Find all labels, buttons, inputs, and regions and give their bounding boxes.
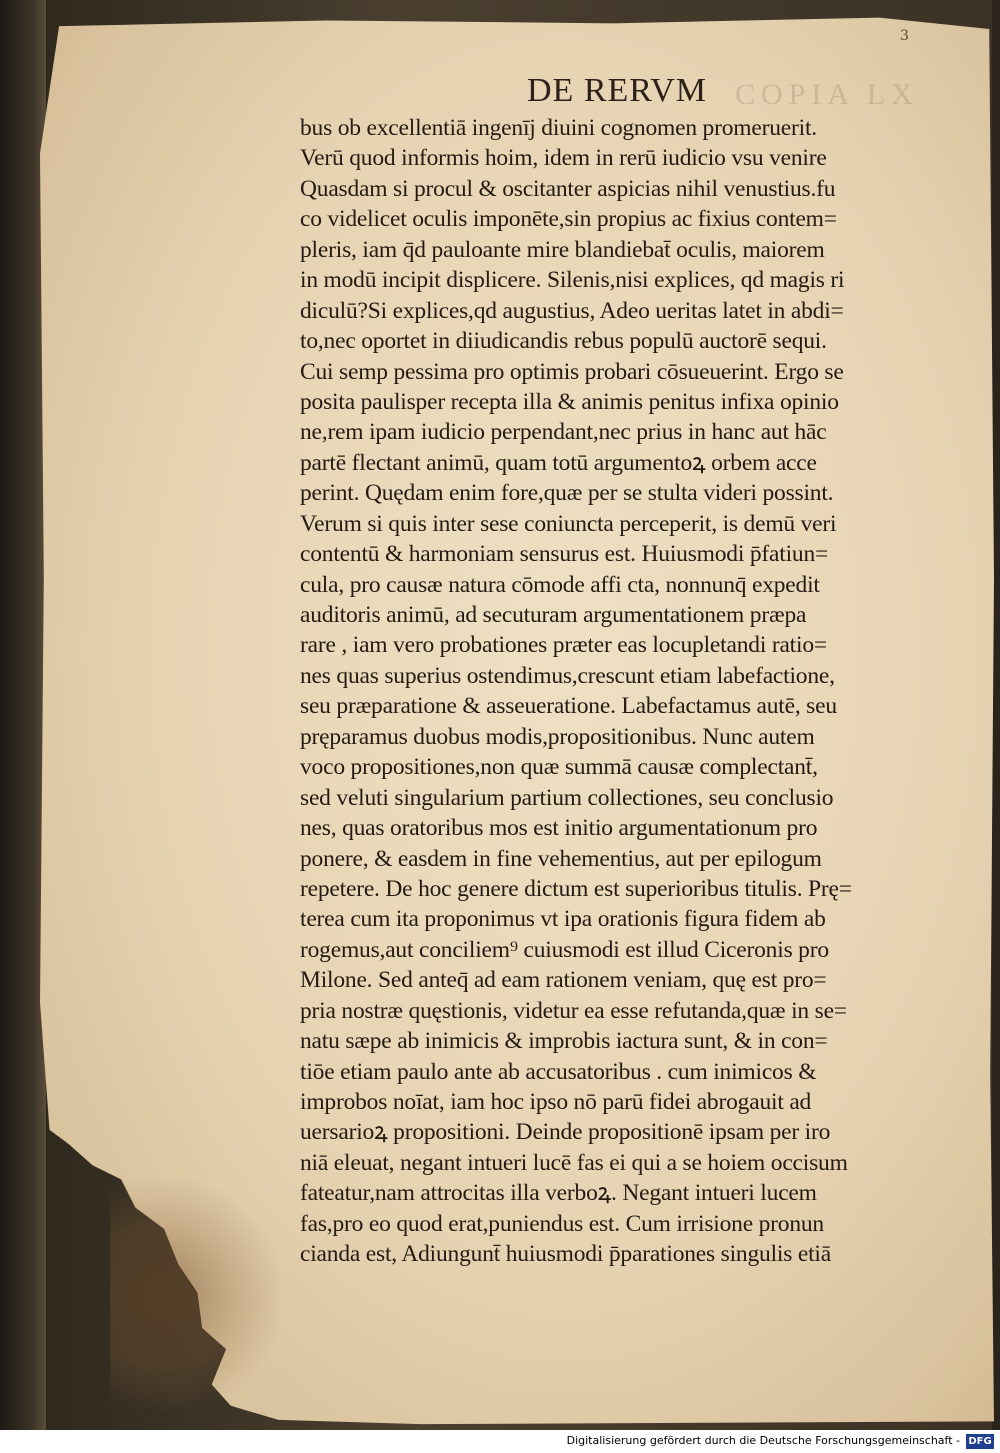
- text-line: auditoris animū, ad secuturam argumentationem præpa: [300, 602, 807, 628]
- text-line: posita paulisper recepta illa & animis penitus infixa opinio: [300, 388, 839, 415]
- text-line: voco propositiones,non quæ summā causæ complectant̄,: [300, 754, 818, 781]
- page-mark: 3: [900, 28, 909, 44]
- text-line: fas,pro eo quod erat,puniendus est. Cum irrisione pronun: [300, 1210, 824, 1237]
- text-line: natu sæpe ab inimicis & improbis iactura sunt, & in con=: [300, 1028, 828, 1055]
- text-line: bus ob excellentiā ingenīj diuini cognomen promeruerit.: [300, 115, 817, 141]
- text-line: contentū & harmoniam sensurus est. Huiusmodi p̄fatiun=: [300, 541, 829, 568]
- text-line: rogemus,aut conciliem⁹ cuiusmodi est illud Ciceronis pro: [300, 936, 829, 963]
- text-line: improbos noīat, iam hoc ipso nō parū fidei abrogauit ad: [300, 1089, 812, 1115]
- text-line: co videlicet oculis imponēte,sin propius ac fixius contem=: [300, 206, 837, 233]
- show-through-heading: COPIA LX: [735, 78, 919, 111]
- text-line: ponere, & easdem in fine vehementius, aut per epilogum: [300, 845, 822, 872]
- text-line: perint. Quędam enim fore,quæ per se stulta videri possint.: [300, 480, 834, 507]
- text-line: repetere. De hoc genere dictum est superioribus titulis. Prę=: [300, 875, 852, 902]
- text-line: ne,rem ipam iudicio perpendant,nec prius in hanc aut hāc: [300, 419, 827, 446]
- text-line: niā eleuat, negant intueri lucē fas ei qui a se hoiem occisum: [300, 1149, 848, 1176]
- text-line: seu præparatione & asseueratione. Labefactamus autē, seu: [300, 693, 837, 720]
- text-line: cula, pro causæ natura cōmode affi cta, nonnunq̄ expedit: [300, 571, 820, 598]
- text-line: cianda est, Adiungunt̄ huiusmodi p̄parationes singulis etiā: [300, 1241, 831, 1268]
- text-line: tiōe etiam paulo ante ab accusatoribus . cum inimicos &: [300, 1058, 817, 1085]
- text-line: pria nostræ quęstionis, videtur ea esse refutanda,quæ in se=: [300, 997, 847, 1024]
- text-line: rare , iam vero probationes præter eas locupletandi ratio=: [300, 632, 827, 659]
- text-line: to,nec oportet in diiudicandis rebus populū auctorē sequi.: [300, 328, 827, 355]
- text-line: in modū incipit displicere. Silenis,nisi explices, qd magis ri: [300, 267, 845, 294]
- text-line: sed veluti singularium partium collectiones, seu conclusio: [300, 784, 834, 811]
- book-binding-edge: [0, 0, 46, 1430]
- dfg-logo: DFG: [966, 1434, 994, 1449]
- text-line: terea cum ita proponimus vt ipa orationis figura fidem ab: [300, 906, 826, 933]
- text-line: pręparamus duobus modis,propositionibus. Nunc autem: [300, 723, 815, 750]
- funding-credit: Digitalisierung gefördert durch die Deutsche Forschungsgemeinschaft -: [566, 1434, 960, 1447]
- text-line: Verū quod informis hoim, idem in rerū iudicio vsu venire: [300, 145, 827, 172]
- digitization-footer: [0, 1430, 1000, 1453]
- text-line: pleris, iam q̄d pauloante mire blandiebat̄ oculis, maiorem: [300, 236, 825, 263]
- text-line: Milone. Sed anteq̄ ad eam rationem veniam, quę est pro=: [300, 967, 827, 994]
- text-line: uersarioꝝ propositioni. Deinde propositionē ipsam per iro: [300, 1119, 831, 1146]
- text-line: diculū?Si explices,qd augustius, Adeo ueritas latet in abdi=: [300, 297, 844, 324]
- text-line: partē flectant animū, quam totū argumentoꝝ orbem acce: [300, 449, 817, 476]
- body-text: [300, 113, 940, 1270]
- text-line: fateatur,nam attrocitas illa verboꝝ. Negant intueri lucem: [300, 1180, 817, 1207]
- running-head: DE RERVM: [527, 72, 708, 109]
- page-edge-shadow: [992, 0, 1000, 1430]
- text-line: Quasdam si procul & oscitanter aspicias nihil venustius.fu: [300, 175, 836, 202]
- text-line: nes, quas oratoribus mos est initio argumentationum pro: [300, 815, 818, 842]
- text-line: nes quas superius ostendimus,crescunt etiam labefactione,: [300, 662, 835, 689]
- text-line: Verum si quis inter sese coniuncta perceperit, is demū veri: [300, 510, 837, 537]
- text-line: Cui semp pessima pro optimis probari cōsueuerint. Ergo se: [300, 358, 844, 385]
